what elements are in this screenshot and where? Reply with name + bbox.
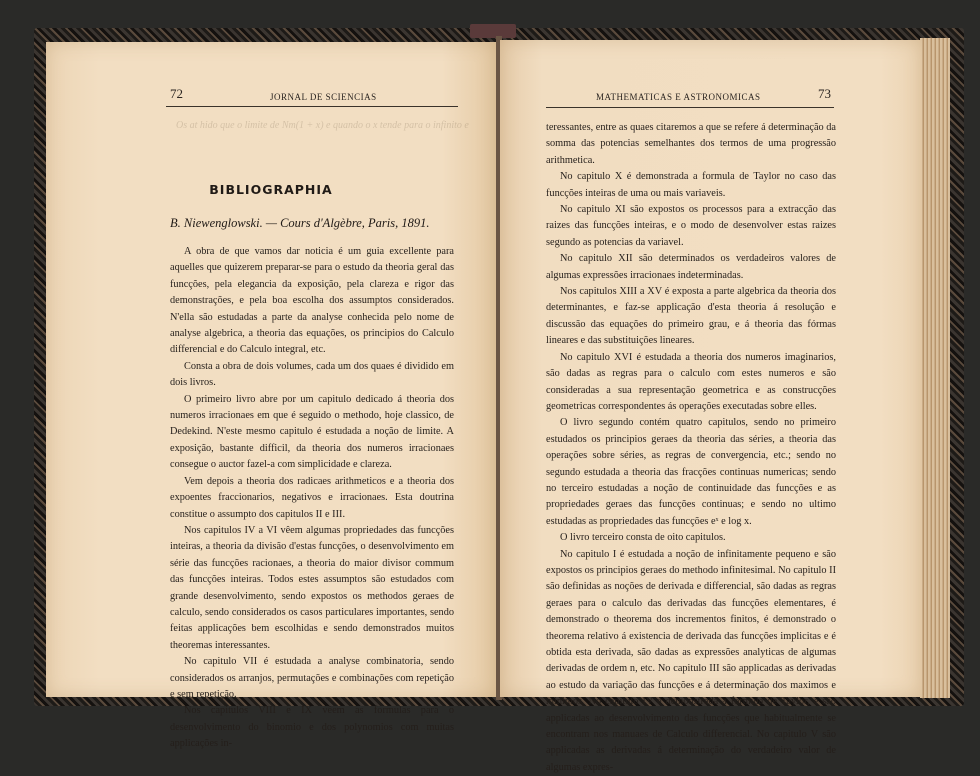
paragraph: No capitulo VII é estudada a analyse combinatoria, sendo considerados os arranjos, permutações e combinações com repetição e sem repetição. [170, 656, 454, 700]
paragraph: Vem depois a theoria dos radicaes arithmeticos e a theoria dos expoentes fraccionarios, negativos e irracionaes. Esta doutrina constitue o assumpto dos capitulos II e III. [170, 475, 454, 520]
paragraph: No capitulo X é demonstrada a formula de Taylor no caso das funcções inteiras de uma ou mais variaveis. [546, 171, 836, 199]
page-edges [920, 38, 950, 698]
section-title: BIBLIOGRAPHIA [209, 182, 333, 197]
page-number-left: 72 [170, 86, 183, 101]
paragraph: Nos capitulos IV a VI vêem algumas propriedades das funcções inteiras, a theoria da divisão d'estas funcções, o desenvolvimento em série das funcções racionaes, a theoria do maior divisor commum das funcções inteiras. Todos estes assumptos são estudados com grande desenvolvimento, sendo expostos os methodos geraes de calculo, sendo considerados os casos particulares importantes, sendo feitas applicações bem escolhidas e sendo demonstrados muitos theoremas interessantes. [170, 524, 454, 651]
bleed-through-text: Os at hido que o limite de Nm(1 + x) e quando o x tende para o infinito e [176, 120, 469, 131]
paragraph: O livro terceiro consta de oito capitulos. [560, 532, 726, 544]
paragraph: teressantes, entre as quaes citaremos a que se refere á determinação da somma das potencias semelhantes dos termos de uma progressão arithmetica. [546, 122, 836, 166]
running-head-right: MATHEMATICAS E ASTRONOMICAS [596, 92, 761, 102]
page-number-right: 73 [818, 86, 831, 101]
running-head-left: JORNAL DE SCIENCIAS [270, 92, 377, 102]
paragraph: No capitulo XI são expostos os processos para a extracção das raizes das funcções inteiras, e o modo de desenvolver estas raizes segundo as potencias da variavel. [546, 204, 836, 248]
right-page-body [546, 120, 836, 776]
paragraph: No capitulo I é estudada a noção de infinitamente pequeno e são expostos os principios geraes do methodo infinitesimal. No capitulo II são definidas as noções de derivada e differencial, são dadas as regras geraes para o calculo das derivadas das funcções elementares, é demonstrado o theorema dos incrementos finitos, é demonstrado o theorema relativo á existencia de derivada das funcções implicitas e é obtida esta derivada, são dadas as expressões analyticas de algumas derivadas de ordem n, etc. No capitulo III são applicadas as derivadas ao estudo da variação das funcções e á determinação dos maximos e minimos. No capitulo IV é demonstrada a formula de Taylor, e são applicadas ao desenvolvimento das funcções que habitualmente se encontram nos manuaes de Calculo differencial. No capitulo V são applicadas as derivadas á determinação do verdadeiro valor de algumas expres- [546, 548, 836, 773]
left-page-body [170, 244, 454, 753]
paragraph: No capitulo XVI é estudada a theoria dos numeros imaginarios, são dadas as regras para o calculo com estes numeros e são consideradas a sua representação geometrica e as construcções geometricas correspondentes ás operações executadas sobre elles. [546, 351, 836, 412]
paragraph: Consta a obra de dois volumes, cada um dos quaes é dividido em dois livros. [170, 360, 454, 389]
paragraph: O primeiro livro abre por um capitulo dedicado á theoria dos numeros irracionaes em que é seguido o methodo, hoje classico, de Dedekind. N'este mesmo capitulo é estudada a noção de limite. A exposição, bastante difficil, da theoria dos numeros irracionaes consegue o auctor fazel-a com simplicidade e clareza. [170, 393, 454, 471]
book-citation: B. Niewenglowski. — Cours d'Algèbre, Paris, 1891. [170, 216, 430, 230]
paragraph: A obra de que vamos dar noticia é um guia excellente para aquelles que quizerem preparar-se para o estudo da theoria geral das funcções, pela elegancia da exposição, pela clareza e rigor das demonstrações, e pela boa escolha dos assumptos considerados. N'ella são estudadas a parte da analyse conhecida pelo nome de analyse algebrica, a theoria das equações, os principios do Calculo differencial e do Calculo integral, etc. [170, 246, 454, 356]
right-page [500, 40, 922, 773]
paragraph: Nos capitulos VIII e IX vêem as formulas para o desenvolvimento do binomio e dos polynomios com muitas applicações in- [170, 705, 454, 750]
left-page [46, 42, 496, 750]
header-rule-left [166, 106, 458, 107]
header-rule-right [546, 107, 834, 108]
paragraph: O livro segundo contém quatro capitulos, sendo no primeiro estudados os principios geraes da theoria das séries, a theoria das operações sobre séries, as regras de convergencia, etc.; sendo no segundo estudada a theoria das fracções continuas numericas; sendo no terceiro estudadas a noção de continuidade das funcções e as propriedades geraes das funcções continuas; e sendo no ultimo estudadas as propriedades das funcções eˣ e log x. [546, 417, 836, 527]
paragraph: No capitulo XII são determinados os verdadeiros valores de algumas expressões irracionaes indeterminadas. [546, 253, 836, 281]
paragraph: Nos capitulos XIII a XV é exposta a parte algebrica da theoria dos determinantes, e faz-se applicação d'esta theoria á resolução e discussão das equações do primeiro grau, e á theoria das fórmas lineares e das substituições lineares. [546, 286, 836, 347]
spine-ribbon [470, 24, 516, 38]
